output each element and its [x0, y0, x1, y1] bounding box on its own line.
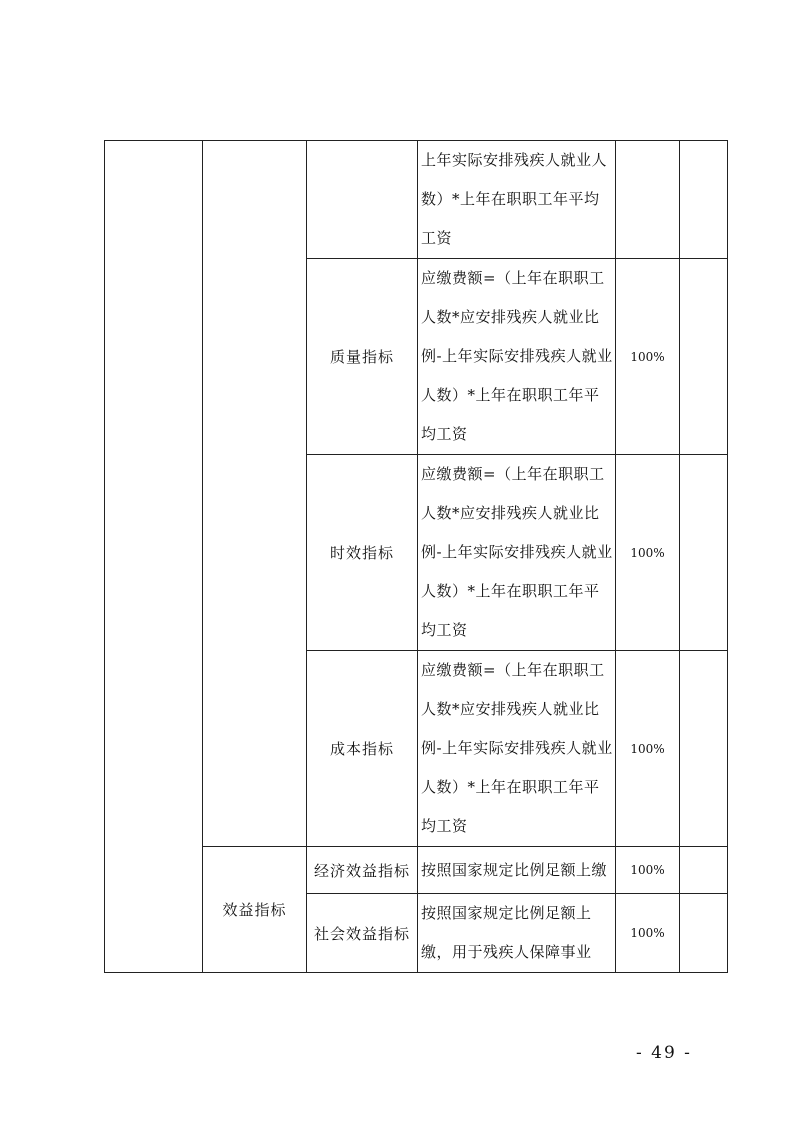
table-row — [105, 141, 728, 259]
weight-cell: 100% — [616, 847, 680, 894]
level2-indicator-cell: 效益指标 — [203, 847, 307, 973]
page-number: - 49 - — [636, 1043, 692, 1063]
indicator-table — [104, 140, 728, 973]
weight-cell — [616, 141, 680, 259]
score-cell — [680, 847, 728, 894]
weight-cell: 100% — [616, 894, 680, 973]
score-cell — [680, 141, 728, 259]
indicator-value-cell: 应缴费额=（上年在职职工人数*应安排残疾人就业比例-上年实际安排残疾人就业人数）*上年在职职工年平均工资 — [418, 455, 616, 651]
indicator-value-cell: 应缴费额=（上年在职职工人数*应安排残疾人就业比例-上年实际安排残疾人就业人数）*上年在职职工年平均工资 — [418, 651, 616, 847]
score-cell — [680, 455, 728, 651]
score-cell — [680, 651, 728, 847]
weight-cell: 100% — [616, 651, 680, 847]
indicator-name-cell: 质量指标 — [307, 259, 418, 455]
indicator-value-cell: 应缴费额=（上年在职职工人数*应安排残疾人就业比例-上年实际安排残疾人就业人数）*上年在职职工年平均工资 — [418, 259, 616, 455]
score-cell — [680, 259, 728, 455]
weight-cell: 100% — [616, 259, 680, 455]
indicator-name-cell: 社会效益指标 — [307, 894, 418, 973]
indicator-name-cell — [307, 141, 418, 259]
indicator-value-cell: 上年实际安排残疾人就业人数）*上年在职职工年平均工资 — [418, 141, 616, 259]
score-cell — [680, 894, 728, 973]
table-cell-level1 — [105, 141, 203, 973]
indicator-name-cell: 经济效益指标 — [307, 847, 418, 894]
weight-cell: 100% — [616, 455, 680, 651]
indicator-name-cell: 成本指标 — [307, 651, 418, 847]
indicator-value-cell: 按照国家规定比例足额上缴，用于残疾人保障事业 — [418, 894, 616, 973]
table-cell-level2 — [203, 141, 307, 847]
indicator-name-cell: 时效指标 — [307, 455, 418, 651]
indicator-value-cell: 按照国家规定比例足额上缴 — [418, 847, 616, 894]
